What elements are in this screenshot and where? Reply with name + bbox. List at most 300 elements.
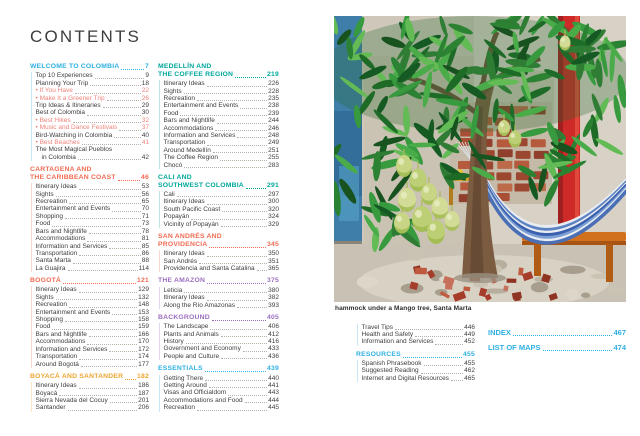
entry-label: Vicinity of Popayán [163,220,219,228]
entry-label: People and Culture [163,352,220,360]
dot-leader [79,189,141,190]
page-number: 187 [138,389,149,397]
toc-entry[interactable] [36,117,150,124]
toc-entry[interactable] [36,338,150,345]
toc-entry[interactable] [36,220,150,227]
dot-leader [395,329,463,330]
toc-entry[interactable] [36,132,150,139]
dot-leader [56,299,138,300]
entry-label: Accommodations [163,124,214,132]
page-number: 297 [268,191,279,199]
toc-entry[interactable] [36,139,150,146]
page-number: 455 [464,360,475,368]
entry-label: Plants and Animals [163,330,219,338]
dot-leader [112,314,137,315]
entry-label: Itinerary Ideas [35,382,77,390]
dot-leader [79,292,137,293]
toc-entry[interactable] [164,345,280,352]
toc-entry[interactable] [164,294,280,301]
toc-entry[interactable] [164,147,280,154]
dot-leader [207,86,267,87]
dot-leader [184,93,268,94]
entry-label: Santander [35,404,66,412]
toc-entry[interactable] [362,367,476,374]
page-title: CONTENTS [30,27,142,46]
toc-entry[interactable] [164,389,280,396]
dot-leader [221,358,267,359]
toc-entry[interactable] [36,205,150,212]
entry-label: Transportation [35,353,78,361]
page-number: 153 [138,308,149,316]
entry-label: Shopping [35,316,63,324]
dot-leader [78,159,141,160]
dot-leader [87,344,137,345]
dot-leader [73,122,141,123]
dot-leader [112,211,140,212]
toc-section-heading[interactable] [158,174,279,182]
entry-label: Sierra Nevada del Cocuy [35,397,108,405]
page-number: 121 [137,277,149,285]
toc-entry[interactable] [36,361,150,368]
page-number: 329 [268,220,279,228]
entry-label: Visas and Officialdom [163,389,227,397]
entry-label: • Make It a Greener Trip [35,94,105,102]
entry-label: Popayán [163,213,190,221]
entry-label: Food [163,109,179,117]
toc-section [158,63,279,169]
toc-entry[interactable] [164,162,280,169]
toc-entry[interactable] [36,146,150,153]
page-number: 235 [268,94,279,102]
entry-label: Leticia [163,286,183,294]
dot-leader [222,211,267,212]
page-number: 81 [141,235,149,243]
dot-leader [114,137,141,138]
page-number: 405 [267,313,279,321]
entry-label: Planning Your Trip [35,79,89,87]
dot-leader [79,388,137,389]
entry-label: Accommodations and Food [163,396,243,404]
entry-label: Information and Services [35,242,108,250]
toc-entry[interactable] [164,302,280,309]
toc-section-heading[interactable] [158,241,279,249]
page-number: 226 [268,80,279,88]
entry-label: Bars and Nightlife [163,117,215,125]
toc-entry[interactable] [36,95,150,102]
dot-leader [215,130,267,131]
toc-column-3 [356,322,475,387]
dot-leader [209,247,266,248]
page-number: 32 [141,116,149,124]
dot-leader [513,335,613,336]
page-number: 132 [138,293,149,301]
dot-leader [68,410,138,411]
index-entry[interactable] [488,344,626,352]
section-title: BOYACÁ AND SANTANDER [30,372,124,380]
toc-entry[interactable] [36,235,150,242]
toc-entry[interactable] [36,228,150,235]
dot-leader [63,283,136,284]
entry-label: in Colombia [41,153,76,161]
page-number: 129 [138,286,149,294]
page-number: 345 [267,240,279,248]
dot-leader [257,270,268,271]
toc-entry[interactable] [164,338,280,345]
toc-entry[interactable] [36,323,150,330]
page-number: 365 [268,265,279,272]
toc-entry[interactable] [362,324,476,331]
dot-leader [68,270,138,271]
dot-leader [245,402,268,403]
page-number: 40 [141,131,149,139]
toc-section-heading[interactable] [30,166,149,174]
toc-entry[interactable] [164,323,280,330]
entry-label: Entertainment and Events [35,205,111,213]
toc-entry[interactable] [36,382,150,389]
entry-label: Transportation [163,139,206,147]
dot-leader [235,77,266,78]
toc-items [159,323,280,360]
toc-entry[interactable] [36,397,150,404]
dot-leader [209,387,267,388]
toc-entry[interactable] [164,382,280,389]
page-number: 159 [138,323,149,331]
section-title: RESOURCES [356,350,401,358]
toc-column-2 [158,63,279,417]
toc-column-1 [30,63,149,417]
dot-leader [65,218,141,219]
toc-entry[interactable] [164,353,280,360]
toc-entry[interactable] [164,213,280,220]
toc-entry[interactable] [164,375,280,382]
toc-entry[interactable] [36,87,150,94]
toc-entry[interactable] [36,243,150,250]
page-number: 248 [268,131,279,139]
dot-leader [221,226,267,227]
page-number: 172 [138,345,149,353]
dot-leader [415,336,463,337]
toc-items [31,72,150,161]
section-title: BOGOTÁ [30,277,62,285]
entry-label: Suggested Reading [361,367,419,375]
toc-entry[interactable] [36,294,150,301]
page-number: 148 [138,301,149,309]
dot-leader [213,152,267,153]
toc-entry[interactable] [36,390,150,397]
toc-entry[interactable] [36,316,150,323]
page-number: 382 [268,294,279,302]
toc-entry[interactable] [164,258,280,265]
dot-leader [210,329,267,330]
dot-leader [186,343,267,344]
toc-section [158,314,279,360]
entry-label: Boyacá [35,389,58,397]
page-number: 78 [141,227,149,235]
toc-entry[interactable] [164,139,280,146]
dot-leader [79,359,137,360]
page-number: 244 [268,117,279,125]
section-title: ESSENTIALS [158,365,203,373]
toc-section-heading[interactable] [158,314,279,322]
index-entry[interactable] [488,329,626,337]
toc-entry[interactable] [36,331,150,338]
entry-label: Health and Safety [361,330,414,338]
dot-leader [221,336,267,337]
mango-tree-photo [334,16,626,302]
toc-entry[interactable] [36,191,150,198]
toc-entry[interactable] [36,109,150,116]
photo-caption: hammock under a Mango tree, Santa Marta [335,305,472,312]
page-number: 206 [138,404,149,412]
dot-leader [69,307,137,308]
toc-section-heading[interactable] [158,277,279,285]
toc-entry[interactable] [164,154,280,161]
page-number: 416 [268,338,279,346]
page-number: 375 [267,277,279,285]
dot-leader [87,115,141,116]
entry-label: Best of Colombia [35,109,85,117]
toc-section-heading[interactable] [158,365,279,373]
toc-entry[interactable] [36,183,150,190]
toc-entry[interactable] [164,221,280,228]
page-number: 42 [141,153,149,161]
toc-entry[interactable] [164,206,280,213]
toc-entry[interactable] [164,102,280,109]
toc-items [357,360,476,382]
entry-label: • Music and Dance Festivals [35,124,118,132]
entry-label: Information and Services [163,131,236,139]
toc-section [30,166,149,272]
toc-entry[interactable] [36,257,150,264]
entry-label: Travel Tips [361,323,394,331]
toc-entry[interactable] [164,132,280,139]
toc-section-heading[interactable] [30,63,149,71]
toc-entry[interactable] [164,397,280,404]
toc-entry[interactable] [36,213,150,220]
page-number: 158 [138,316,149,324]
toc-section [356,324,475,346]
dot-leader [95,78,145,79]
page-number: 86 [141,249,149,257]
page-number: 446 [464,323,475,331]
page-number: 239 [268,109,279,117]
toc-entry[interactable] [362,375,476,382]
toc-entry[interactable] [36,309,150,316]
toc-items [357,324,476,346]
dot-leader [109,248,140,249]
toc-entry[interactable] [362,331,476,338]
toc-section-heading[interactable] [158,71,279,79]
toc-entry[interactable] [36,265,150,272]
dot-leader [237,307,267,308]
entry-label: Recreation [35,301,67,309]
page-number: 455 [463,350,475,358]
entry-label: Bird-Watching in Colombia [35,131,113,139]
section-title: THE COFFEE REGION [158,70,234,78]
toc-entry[interactable] [36,72,150,79]
page-number: 444 [268,396,279,404]
toc-section-heading[interactable] [356,351,475,359]
toc-entry[interactable] [164,191,280,198]
toc-section-heading[interactable] [158,63,279,71]
entry-label: Food [35,220,51,228]
toc-section [158,233,279,272]
page-number: 380 [268,286,279,294]
entry-label: Shopping [35,212,63,220]
page-number: 440 [268,374,279,382]
entry-label: Recreation [163,404,195,412]
toc-entry[interactable] [36,404,150,411]
page-number: 30 [141,109,149,117]
page-number: 238 [268,102,279,110]
toc-section-heading[interactable] [158,182,279,190]
dot-leader [243,351,267,352]
dot-leader [217,123,267,124]
section-title: THE CARIBBEAN COAST [30,173,116,181]
page-number: 465 [464,374,475,382]
dot-leader [52,226,140,227]
toc-section-heading[interactable] [30,174,149,182]
toc-section [30,277,149,368]
section-title: MEDELLÍN AND [158,63,212,70]
toc-entry[interactable] [164,250,280,257]
section-title: CARTAGENA AND [30,166,92,174]
dot-leader [220,160,267,161]
entry-label: Bars and Nightlife [35,330,87,338]
toc-entry[interactable] [164,198,280,205]
dot-leader [65,321,137,322]
toc-entry[interactable] [164,404,280,411]
page-number: 71 [141,212,149,220]
entry-label: Santa Marta [35,257,71,265]
entry-label: Itinerary Ideas [35,183,77,191]
page-number: 70 [141,205,149,213]
entry-label: Spanish Phrasebook [361,360,422,368]
toc-section [158,277,279,309]
entry-label: Itinerary Ideas [163,250,205,258]
page-number: 177 [138,360,149,368]
toc-entry[interactable] [164,95,280,102]
toc-entry[interactable] [164,287,280,294]
entry-label: Chocó [163,161,183,169]
page-number: 114 [138,264,149,272]
dot-leader [79,255,141,256]
page-number: 201 [138,397,149,405]
page-number: 219 [267,70,279,78]
dot-leader [199,263,267,264]
toc-items [159,287,280,309]
entry-label: Sights [163,87,182,95]
entry-label: Around Medellín [163,146,211,154]
toc-entry[interactable] [36,80,150,87]
toc-section [158,174,279,228]
toc-entry[interactable] [36,286,150,293]
page-number: 228 [268,87,279,95]
entry-label: The Coffee Region [163,154,218,162]
page-number: 251 [268,146,279,154]
dot-leader [90,85,141,86]
entry-label: Recreation [35,198,67,206]
page-number: 56 [141,190,149,198]
toc-entry[interactable] [164,265,280,272]
toc-section-heading[interactable] [30,277,149,285]
toc-entry[interactable] [164,125,280,132]
toc-entry[interactable] [36,102,150,109]
entry-label: Around Bogotá [35,360,79,368]
entry-label: Bars and Nightlife [35,227,87,235]
dot-leader [81,366,137,367]
toc-entry[interactable] [362,338,476,345]
toc-entry[interactable] [36,353,150,360]
dot-leader [207,145,267,146]
entry-label: Government and Economy [163,345,241,353]
page-number: 320 [268,205,279,213]
toc-entry[interactable] [36,250,150,257]
entry-label: Itinerary Ideas [163,80,205,88]
entry-label: Along the Río Amazonas [163,301,236,309]
page-number: 474 [613,343,626,353]
toc-entry-continuation[interactable] [36,154,150,161]
entry-label: The Landscape [163,323,209,331]
page-number: 467 [613,328,626,337]
dot-leader [59,395,137,396]
dot-leader [451,380,463,381]
toc-entry[interactable] [164,117,280,124]
page-number: 436 [268,352,279,360]
dot-leader [435,344,463,345]
page-number: 29 [141,101,149,109]
dot-leader [424,365,464,366]
page-number: 452 [464,338,475,346]
toc-entry[interactable] [36,301,150,308]
toc-entry[interactable] [164,88,280,95]
toc-section-heading[interactable] [30,373,149,381]
page-number: 41 [141,138,149,146]
dot-leader [121,69,144,70]
toc-entry[interactable] [164,80,280,87]
toc-entry[interactable] [164,110,280,117]
toc-entry[interactable] [362,360,476,367]
page-number: 37 [141,124,149,132]
page-number: 22 [141,87,149,95]
entry-label: Internet and Digital Resources [361,374,449,382]
entry-label: Cali [163,191,175,199]
page-number: 445 [268,404,279,412]
toc-entry[interactable] [36,198,150,205]
dot-leader [73,263,141,264]
section-title: SOUTHWEST COLOMBIA [158,181,244,189]
dot-leader [207,283,266,284]
dot-leader [87,241,140,242]
entry-label: Food [35,323,51,331]
page-number: 449 [464,330,475,338]
dot-leader [69,203,141,204]
toc-entry[interactable] [36,346,150,353]
index-links [488,329,626,360]
dot-leader [205,380,267,381]
dot-leader [89,336,137,337]
toc-section-heading[interactable] [158,233,279,241]
page-number: 9 [145,72,149,80]
dot-leader [119,130,141,131]
toc-entry[interactable] [164,331,280,338]
page-number: 246 [268,124,279,132]
page-number: 324 [268,213,279,221]
toc-entry[interactable] [36,124,150,131]
section-title: CALI AND [158,173,192,181]
entry-label: Trip Ideas & Itineraries [35,101,101,109]
entry-label: The Most Magical Pueblos [35,146,113,154]
